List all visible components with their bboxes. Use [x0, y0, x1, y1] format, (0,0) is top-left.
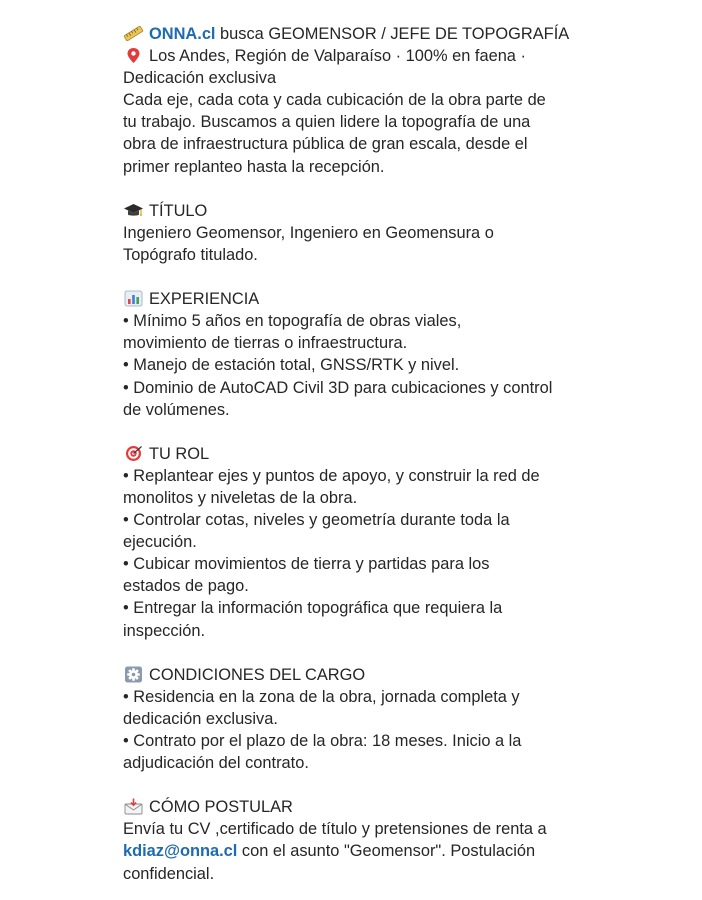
section-postular [123, 796, 593, 884]
bar-chart-icon [123, 290, 144, 307]
section-heading: CONDICIONES DEL CARGO [123, 664, 593, 686]
section-condiciones [123, 664, 593, 774]
section-heading: TÍTULO [123, 200, 593, 222]
section-line: movimiento de tierras o infraestructura. [123, 334, 408, 353]
section-line: • Cubicar movimientos de tierra y partidas para los [123, 555, 490, 574]
section-line: adjudicación del contrato. [123, 754, 309, 773]
intro-line: Cada eje, cada cota y cada cubicación de la obra parte de [123, 91, 546, 110]
section-line: Envía tu CV ,certificado de título y pretensiones de renta a [123, 820, 547, 839]
section-heading: TU ROL [123, 443, 593, 465]
section-line: • Manejo de estación total, GNSS/RTK y nivel. [123, 356, 460, 375]
post-title: busca GEOMENSOR / JEFE DE TOPOGRAFÍA [215, 25, 570, 43]
intro-line: obra de infraestructura pública de gran escala, desde el [123, 135, 528, 154]
section-line: confidencial. [123, 864, 215, 883]
section-line: monolitos y niveletas de la obra. [123, 488, 358, 507]
job-post [123, 23, 593, 885]
section-line: • Entregar la información topográfica que requiera la [123, 599, 503, 618]
section-heading: CÓMO POSTULAR [123, 796, 593, 818]
section-line: • Mínimo 5 años en topografía de obras viales, [123, 312, 462, 331]
brand-link[interactable]: ONNA.cl [149, 25, 216, 43]
section-line: de volúmenes. [123, 400, 230, 419]
section-line: • Residencia en la zona de la obra, jornada completa y [123, 687, 520, 706]
intro-line: tu trabajo. Buscamos a quien lidere la topografía de una [123, 113, 531, 132]
graduation-cap-icon [123, 202, 144, 219]
intro-line: primer replanteo hasta la recepción. [123, 157, 385, 176]
section-titulo [123, 200, 593, 266]
section-line: • Contrato por el plazo de la obra: 18 meses. Inicio a la [123, 732, 522, 750]
location-line-2: Dedicación exclusiva [123, 69, 277, 88]
title-line [123, 23, 593, 45]
section-rol [123, 443, 593, 642]
section-line: dedicación exclusiva. [123, 709, 278, 728]
post-header [123, 23, 593, 178]
section-line: ejecución. [123, 533, 197, 552]
section-line: • Dominio de AutoCAD Civil 3D para cubicaciones y control [123, 378, 553, 397]
envelope-arrow-icon [123, 798, 144, 815]
section-line: Topógrafo titulado. [123, 245, 258, 264]
target-icon [123, 445, 144, 462]
section-experiencia [123, 288, 593, 421]
email-link[interactable]: kdiaz@onna.cl [123, 842, 238, 861]
location-pin-icon [123, 47, 144, 64]
location-line: Los Andes, Región de Valparaíso · 100% en faena · [123, 45, 593, 67]
section-heading: EXPERIENCIA [123, 288, 593, 310]
section-line: • Replantear ejes y puntos de apoyo, y construir la red de [123, 466, 540, 485]
section-line: • Controlar cotas, niveles y geometría durante toda la [123, 511, 510, 530]
section-line: Ingeniero Geomensor, Ingeniero en Geomensura o [123, 223, 494, 242]
section-line: estados de pago. [123, 577, 249, 596]
ruler-icon [123, 25, 144, 42]
gear-icon [123, 666, 144, 683]
section-line: kdiaz@onna.cl con el asunto "Geomensor". Postulación [123, 842, 536, 861]
section-line: inspección. [123, 621, 206, 640]
